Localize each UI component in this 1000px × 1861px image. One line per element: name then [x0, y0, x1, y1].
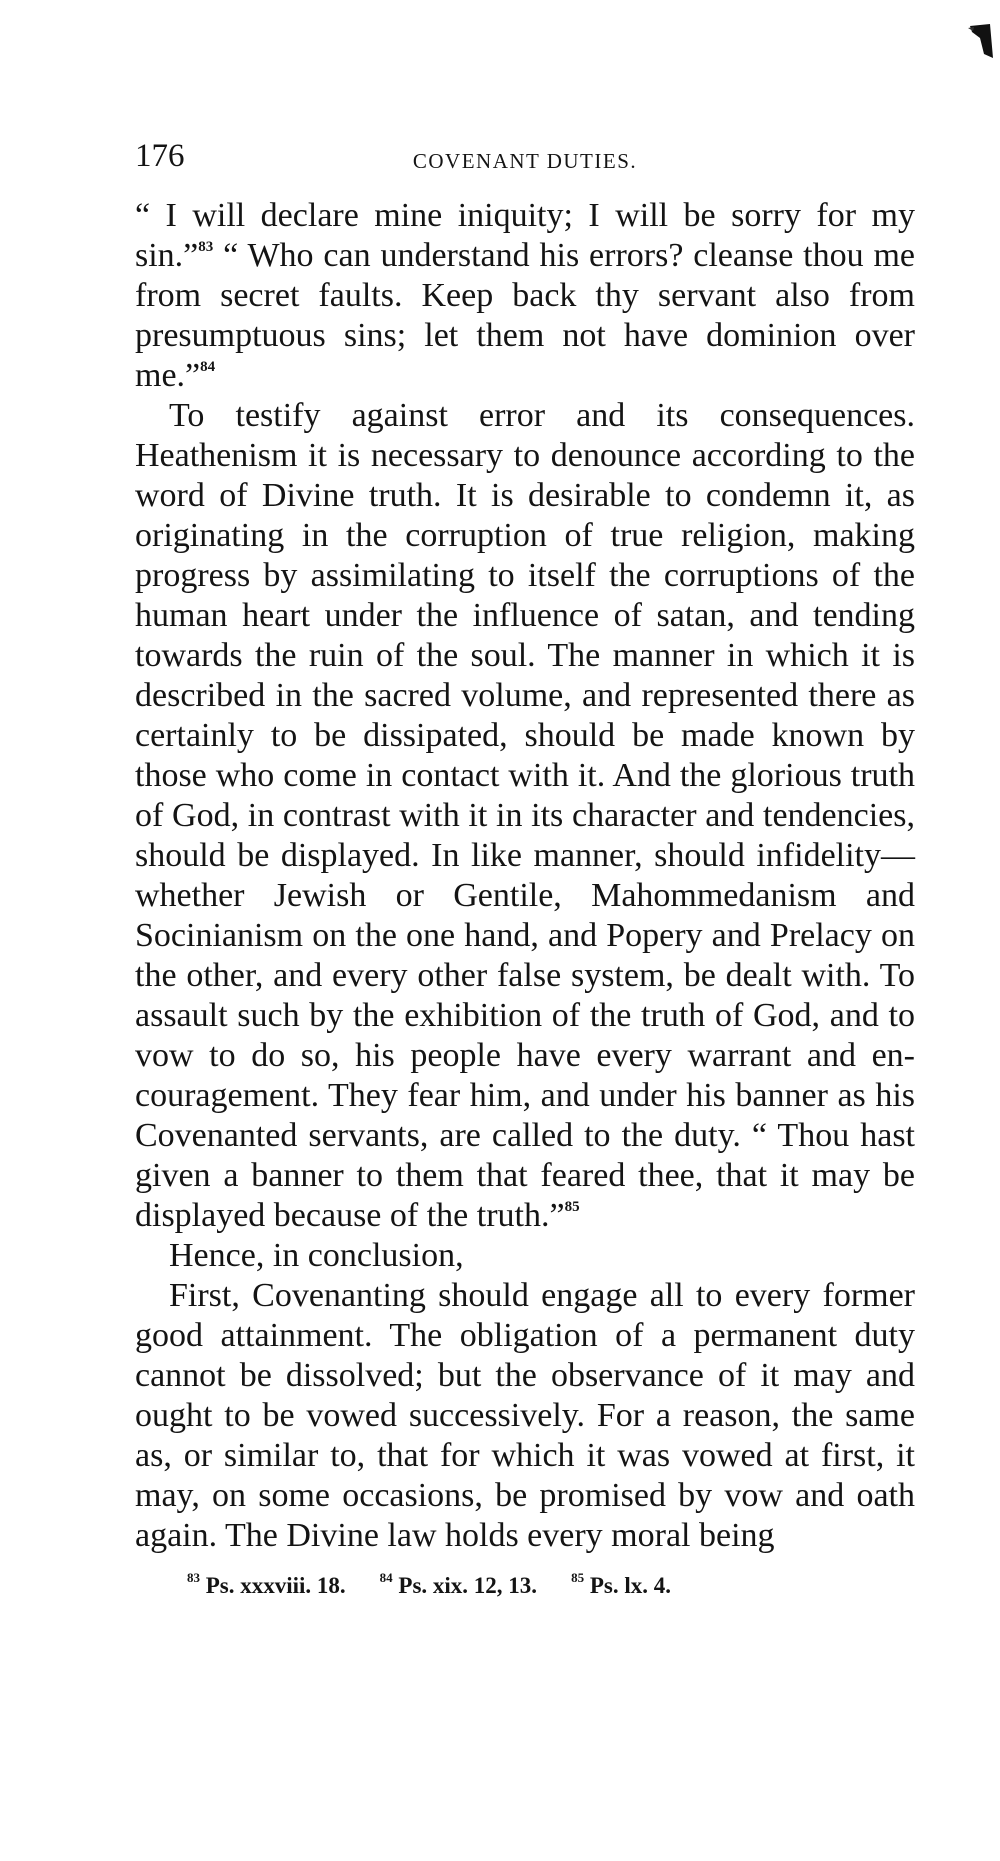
footnotes	[135, 1570, 915, 1602]
footnote-reference: 84	[200, 359, 216, 375]
footnote-number: 85	[571, 1570, 585, 1585]
footnote-reference: 85	[564, 1199, 580, 1215]
footnote	[571, 1570, 671, 1602]
book-page	[135, 136, 915, 1602]
running-title: COVENANT DUTIES.	[412, 149, 638, 173]
paragraph	[135, 196, 915, 396]
paragraph	[135, 396, 915, 1236]
footnote-reference: 83	[198, 239, 214, 255]
footnote-text: Ps. xix. 12, 13.	[392, 1573, 538, 1598]
footnote-number: 83	[187, 1570, 200, 1585]
footnote-text: Ps. lx. 4.	[584, 1573, 671, 1598]
footnote	[187, 1570, 346, 1602]
paragraph-text: Hence, in conclusion,	[169, 1237, 464, 1274]
footnote-text: Ps. xxxviii. 18.	[200, 1573, 346, 1598]
paragraph	[135, 1236, 915, 1276]
body-text	[135, 196, 915, 1556]
footnote	[380, 1570, 537, 1602]
paragraph-text: “ Who can understand his errors? cleanse thou me from secret faults. Keep back thy servant also from presumptuous sins; let them not have dominion over me.”	[135, 237, 915, 394]
page-header	[135, 136, 915, 182]
paragraph-text: First, Covenanting should engage all to every former good attainment. The obligation of a permanent duty cannot be dissolved; but the observance of it may and ought to be vowed successively. For a reason, the same as, or similar to, that for which it was vowed at first, it may, on some occasions, be promised by vow and oath again. The Divine law holds every moral being	[135, 1277, 915, 1554]
page-number: 176	[135, 138, 185, 174]
paragraph-text: “ I will declare mine iniquity; I will be sorry for my sin.”	[135, 197, 915, 274]
page-corner-mark-icon	[968, 24, 994, 60]
paragraph-text: To testify against error and its consequences. Heathenism it is necessary to denounce according to the word of Divine truth. It is desirable to condemn it, as originating in the corruption of true religion, making progress by assimilating to itself the corruptions of the human heart under the influence of satan, and tending towards the ruin of the soul. The manner in which it is described in the sacred volume, and represented there as certainly to be dissipated, should be made known by those who come in contact with it. And the glorious truth of God, in contrast with it in its character and tendencies, should be displayed. In like manner, should infidelity—whether Jewish or Gentile, Mahommedanism and Socinianism on the one hand, and Popery and Prelacy on the other, and every other false system, be dealt with. To assault such by the exhibition of the truth of God, and to vow to do so, his people have every warrant and encouragement. They fear him, and under his banner as his Covenanted servants, are called to the duty. “ Thou hast given a banner to them that feared thee, that it may be displayed because of the truth.”	[135, 397, 915, 1234]
footnote-number: 84	[379, 1570, 393, 1585]
paragraph	[135, 1276, 915, 1556]
